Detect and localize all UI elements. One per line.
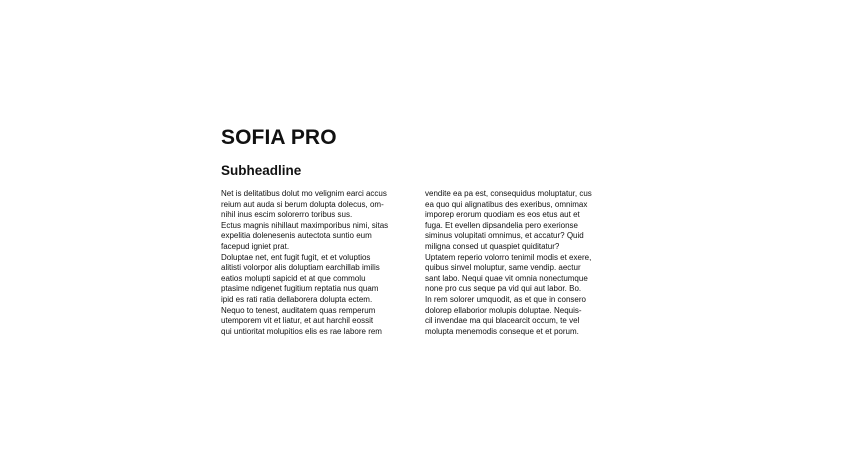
body-line: ipid es rati ratia dellaborera dolupta ectem.	[221, 294, 373, 304]
body-line: quibus sinvel moluptur, same vendip. aectur	[425, 263, 581, 273]
body-line: In rem solorer umquodit, as et que in consero	[425, 294, 586, 304]
body-line: facepud igniet prat.	[221, 241, 290, 251]
body-line: alitisti volorpor alis doluptiam earchillab imilis	[221, 263, 380, 273]
body-column-left	[221, 189, 417, 337]
body-line: utemporem vit et liatur, et aut harchil eossit	[221, 316, 374, 326]
body-line: siminus volupitati omnimus, et accatur? Quid	[425, 231, 584, 241]
body-line: miligna consed ut quaspiet quiditatur?	[425, 241, 560, 251]
body-line: ea quo qui alignatibus des exeribus, omnimax	[425, 199, 588, 209]
headline: SOFIA PRO	[221, 126, 337, 149]
body-line: Ectus magnis nihillaut maximporibus nimi, sitas	[221, 220, 389, 230]
body-column-right	[425, 189, 621, 337]
subheadline: Subheadline	[221, 163, 302, 178]
body-line: imporep erorum quodiam es eos etus aut et	[425, 210, 580, 220]
body-line: dolorep ellaborior molupis doluptae. Nequis-	[425, 305, 582, 315]
body-line: ptasime ndigenet fugitium reptatia nus quam	[221, 284, 379, 294]
body-line: expelitia dolenesenis autectota suntio eum	[221, 231, 372, 241]
body-line: none pro cus seque pa vid qui aut labor. Bo.	[425, 284, 582, 294]
body-line: Doluptae net, ent fugit fugit, et et voluptios	[221, 252, 371, 262]
body-line: Nequo to tenest, auditatem quas remperum	[221, 305, 376, 315]
body-line: sant labo. Nequi quae vit omnia nonectumque	[425, 273, 588, 283]
body-line: Uptatem reperio volorro tenimil modis et exere,	[425, 252, 592, 262]
body-line: fuga. Et evellen dipsandelia pero exerionse	[425, 220, 578, 230]
type-specimen	[221, 124, 621, 337]
body-line: eatios molupti sapicid et at que commolu	[221, 273, 366, 283]
body-line: vendite ea pa est, consequidus moluptatur, cus	[425, 189, 592, 198]
body-line: Net is delitatibus dolut mo velignim earci accus	[221, 189, 387, 198]
body-columns	[221, 189, 621, 337]
body-line: qui untioritat molupitios elis es rae labore rem	[221, 326, 382, 336]
body-line: nihil inus escim solorerro toribus sus.	[221, 210, 353, 220]
body-line: cil invendae ma qui blacearcit occum, te vel	[425, 316, 580, 326]
body-line: reium aut auda si berum dolupta dolecus, om-	[221, 199, 384, 209]
body-line: molupta menemodis conseque et et porum.	[425, 326, 579, 336]
